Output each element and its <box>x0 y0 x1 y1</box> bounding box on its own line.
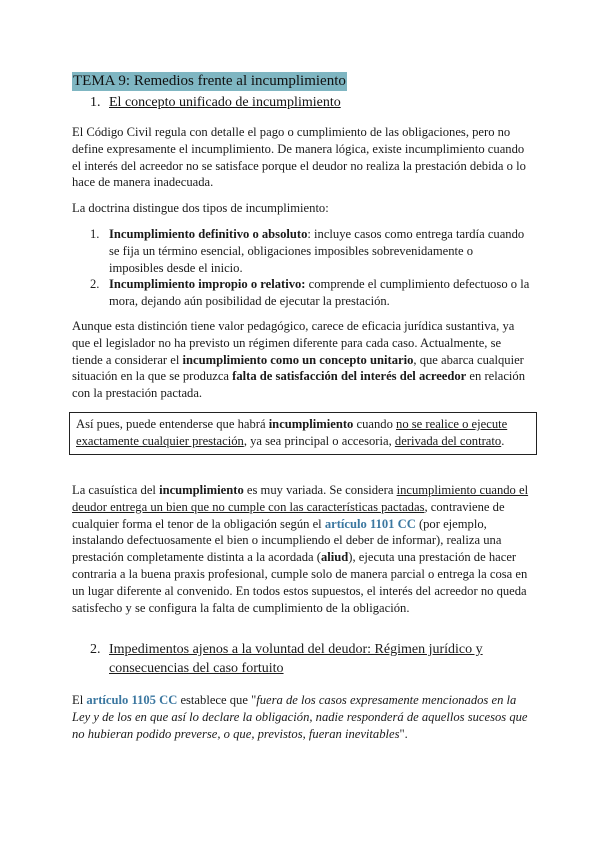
text-run: , que abarca cualquier situación en la que se produzca <box>72 352 524 384</box>
article-1101-link[interactable]: artículo 1101 CC <box>324 516 416 531</box>
section-2-heading-text: Impedimentos ajenos a la voluntad del deudor: Régimen jurídico y consecuencias del caso fortuito <box>109 642 483 676</box>
section-2-heading <box>90 640 530 678</box>
underlined-text: no se realice o ejecute exactamente cualquier prestación <box>76 417 508 448</box>
text-run: . <box>501 433 505 448</box>
list-item-description: comprende el cumplimiento defectuoso o la mora, dejando aún posibilidad de ejecutar la prestación. <box>109 277 530 309</box>
list-item-number: 2. <box>90 277 100 292</box>
text-run: en relación con la prestación pactada. <box>72 369 526 401</box>
section-1-number: 1. <box>90 95 101 110</box>
text-run: El <box>72 693 87 707</box>
section-2-number: 2. <box>90 642 101 657</box>
bold-concept: incumplimiento como un concepto unitario <box>182 352 414 367</box>
underlined-text: derivada del contrato <box>394 433 502 448</box>
article-1105-link[interactable]: artículo 1105 CC <box>86 693 178 707</box>
bold-concept: falta de satisfacción del interés del acreedor <box>232 369 467 384</box>
section-1-paragraph-4 <box>72 482 532 616</box>
text-run: La casuística del <box>72 483 160 497</box>
page-title: TEMA 9: Remedios frente al incumplimiento <box>73 73 346 89</box>
list-item-term: Incumplimiento definitivo o absoluto <box>109 227 308 241</box>
bold-term: incumplimiento <box>159 483 244 497</box>
list-item-number: 1. <box>90 227 100 241</box>
section-1-paragraph-1: El Código Civil regula con detalle el pago o cumplimiento de las obligaciones, pero no define expresamente el incumplimiento. De manera lógica, existe incumplimiento cuando el interés del acreedor no se satisface porque el deudor no realiza la prestación debida o lo hace de manera inadecuada. <box>72 125 526 190</box>
text-run: cuando <box>353 417 397 431</box>
underlined-text: incumplimiento cuando el deudor entrega un bien que no cumple con las características pactadas <box>72 483 529 514</box>
list-item-description: : incluye casos como entrega tardía cuando se fija un término esencial, obligaciones imposibles sobrevenidamente o imposibles desde el inicio. <box>109 227 525 275</box>
section-2-paragraph-1 <box>72 692 532 742</box>
text-run: Así pues, puede entenderse que habrá <box>76 417 269 431</box>
text-run: , ya sea principal o accesoria, <box>243 433 395 448</box>
text-run: Aunque esta distinción tiene valor pedagógico, carece de eficacia jurídica sustantiva, ya que el legislador no ha previsto un régimen diferente para cada caso. Actualmente, se tiende a considerar el <box>72 319 515 367</box>
incumplimiento-types-list <box>90 226 530 310</box>
list-item <box>90 276 530 310</box>
definition-box <box>69 412 537 455</box>
text-run: ". <box>399 726 408 741</box>
bold-term: incumplimiento <box>268 417 354 431</box>
section-1-heading <box>90 93 341 112</box>
text-run: , contraviene de cualquier forma el tenor de la obligación según el <box>72 499 505 531</box>
text-run: (por ejemplo, instalando defectuosamente el bien o incumpliendo el deber de informar), realiza una prestación completamente distinta a la acordada ( <box>72 516 502 565</box>
section-1-paragraph-3 <box>72 318 532 402</box>
quoted-article-text: fuera de los casos expresamente mencionados en la Ley y de los en que así lo declare la obligación, nadie responderá de aquellos sucesos que no hubieran podido preverse, o que, previstos, fueran inevitables <box>72 693 528 741</box>
bold-term: aliud <box>320 550 349 565</box>
list-item-term: Incumplimiento impropio o relativo: <box>109 277 306 292</box>
text-run: es muy variada. Se considera <box>243 483 397 497</box>
list-item <box>90 226 530 276</box>
text-run: ), ejecuta una prestación de hacer contraria a la buena praxis profesional, cumple solo de manera parcial o entrega la cosa en un lugar diferente al convenido. En todos estos supuestos, el interés del acreedor no queda satisfecho y se configura la falta de cumplimiento de la obligación. <box>72 550 528 615</box>
section-1-heading-text: El concepto unificado de incumplimiento <box>109 95 341 110</box>
section-1-paragraph-2: La doctrina distingue dos tipos de incumplimiento: <box>72 201 329 215</box>
text-run: establece que " <box>177 693 257 707</box>
